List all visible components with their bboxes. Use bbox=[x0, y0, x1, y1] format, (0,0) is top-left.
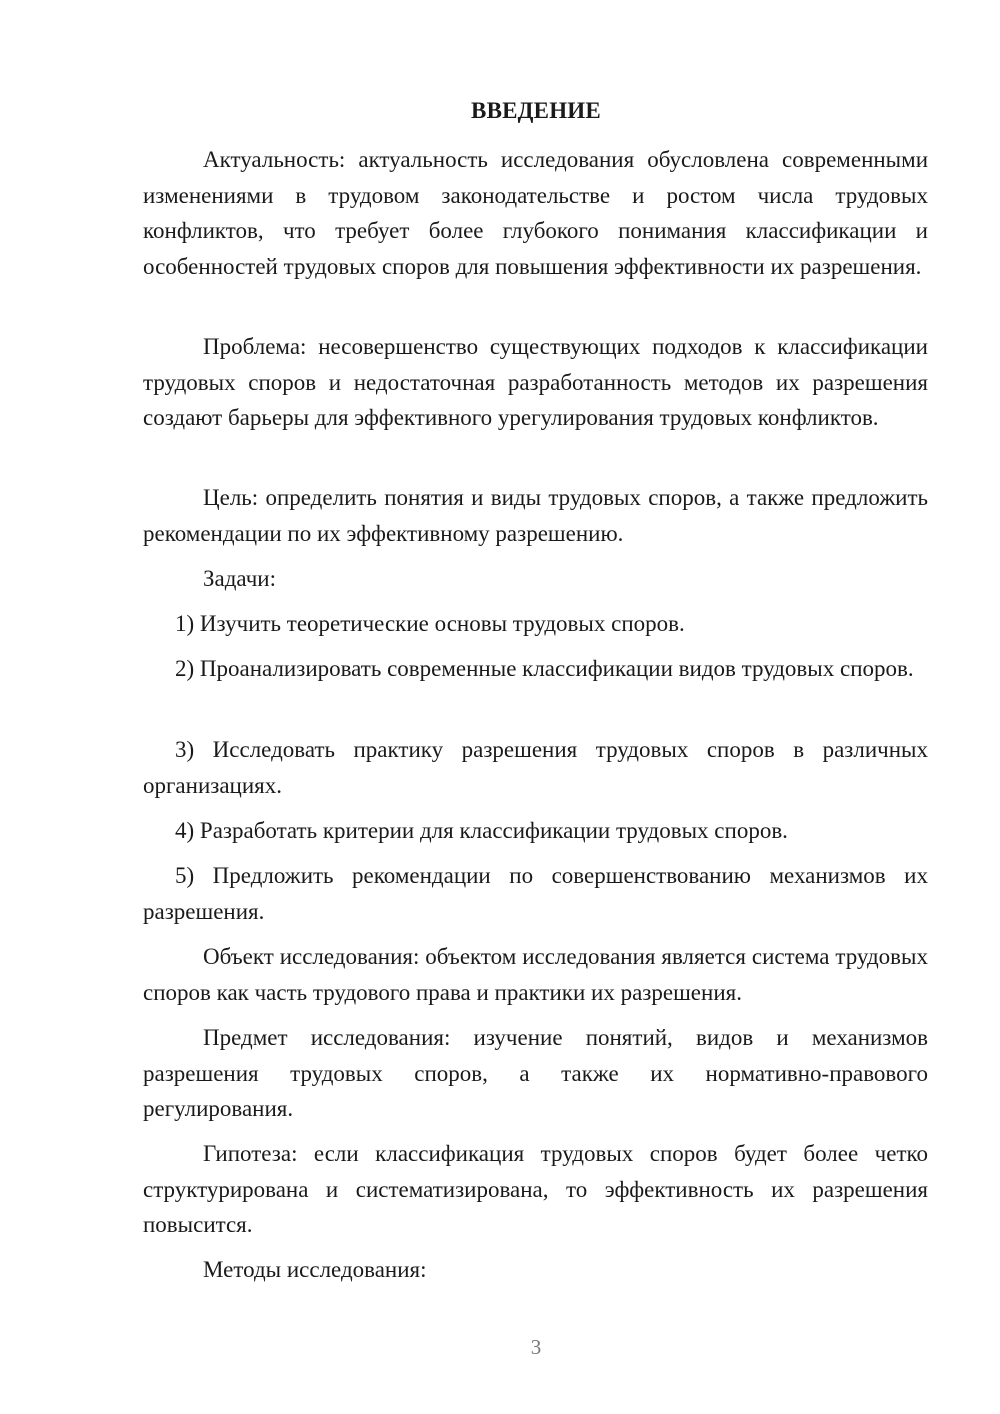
task-item-1: 1) Изучить теоретические основы трудовых споров. bbox=[175, 611, 685, 636]
task-item-5: 5) Предложить рекомендации по совершенствованию механизмов их разрешения. bbox=[143, 863, 928, 924]
page-number: 3 bbox=[530, 1335, 542, 1359]
paragraph-tasks-heading: Задачи: bbox=[203, 566, 276, 591]
section-title: ВВЕДЕНИЕ bbox=[471, 98, 601, 123]
task-item-2: 2) Проанализировать современные классификации видов трудовых споров. bbox=[175, 656, 914, 681]
task-item-3: 3) Исследовать практику разрешения трудовых споров в различных организациях. bbox=[143, 737, 928, 798]
task-item-4: 4) Разработать критерии для классификации трудовых споров. bbox=[175, 818, 788, 843]
paragraph-relevance: Актуальность: актуальность исследования обусловлена современными изменениями в трудовом законодательстве и ростом числа трудовых конфликтов, что требует более глубокого понимания классификации и особенностей трудовых споров для повышения эффективности их разрешения. bbox=[143, 147, 928, 279]
paragraph-problem: Проблема: несовершенство существующих подходов к классификации трудовых споров и недостаточная разработанность методов их разрешения создают барьеры для эффективного урегулирования трудовых конфликтов. bbox=[143, 334, 928, 430]
paragraph-methods: Методы исследования: bbox=[203, 1257, 427, 1282]
paragraph-subject: Предмет исследования: изучение понятий, видов и механизмов разрешения трудовых споров, а также их нормативно-правового регулирования. bbox=[143, 1025, 928, 1121]
paragraph-hypothesis: Гипотеза: если классификация трудовых споров будет более четко структурирована и систематизирована, то эффективность их разрешения повысится. bbox=[143, 1141, 928, 1237]
paragraph-object: Объект исследования: объектом исследования является система трудовых споров как часть трудового права и практики их разрешения. bbox=[143, 944, 928, 1005]
paragraph-goal: Цель: определить понятия и виды трудовых споров, а также предложить рекомендации по их эффективному разрешению. bbox=[143, 485, 928, 546]
